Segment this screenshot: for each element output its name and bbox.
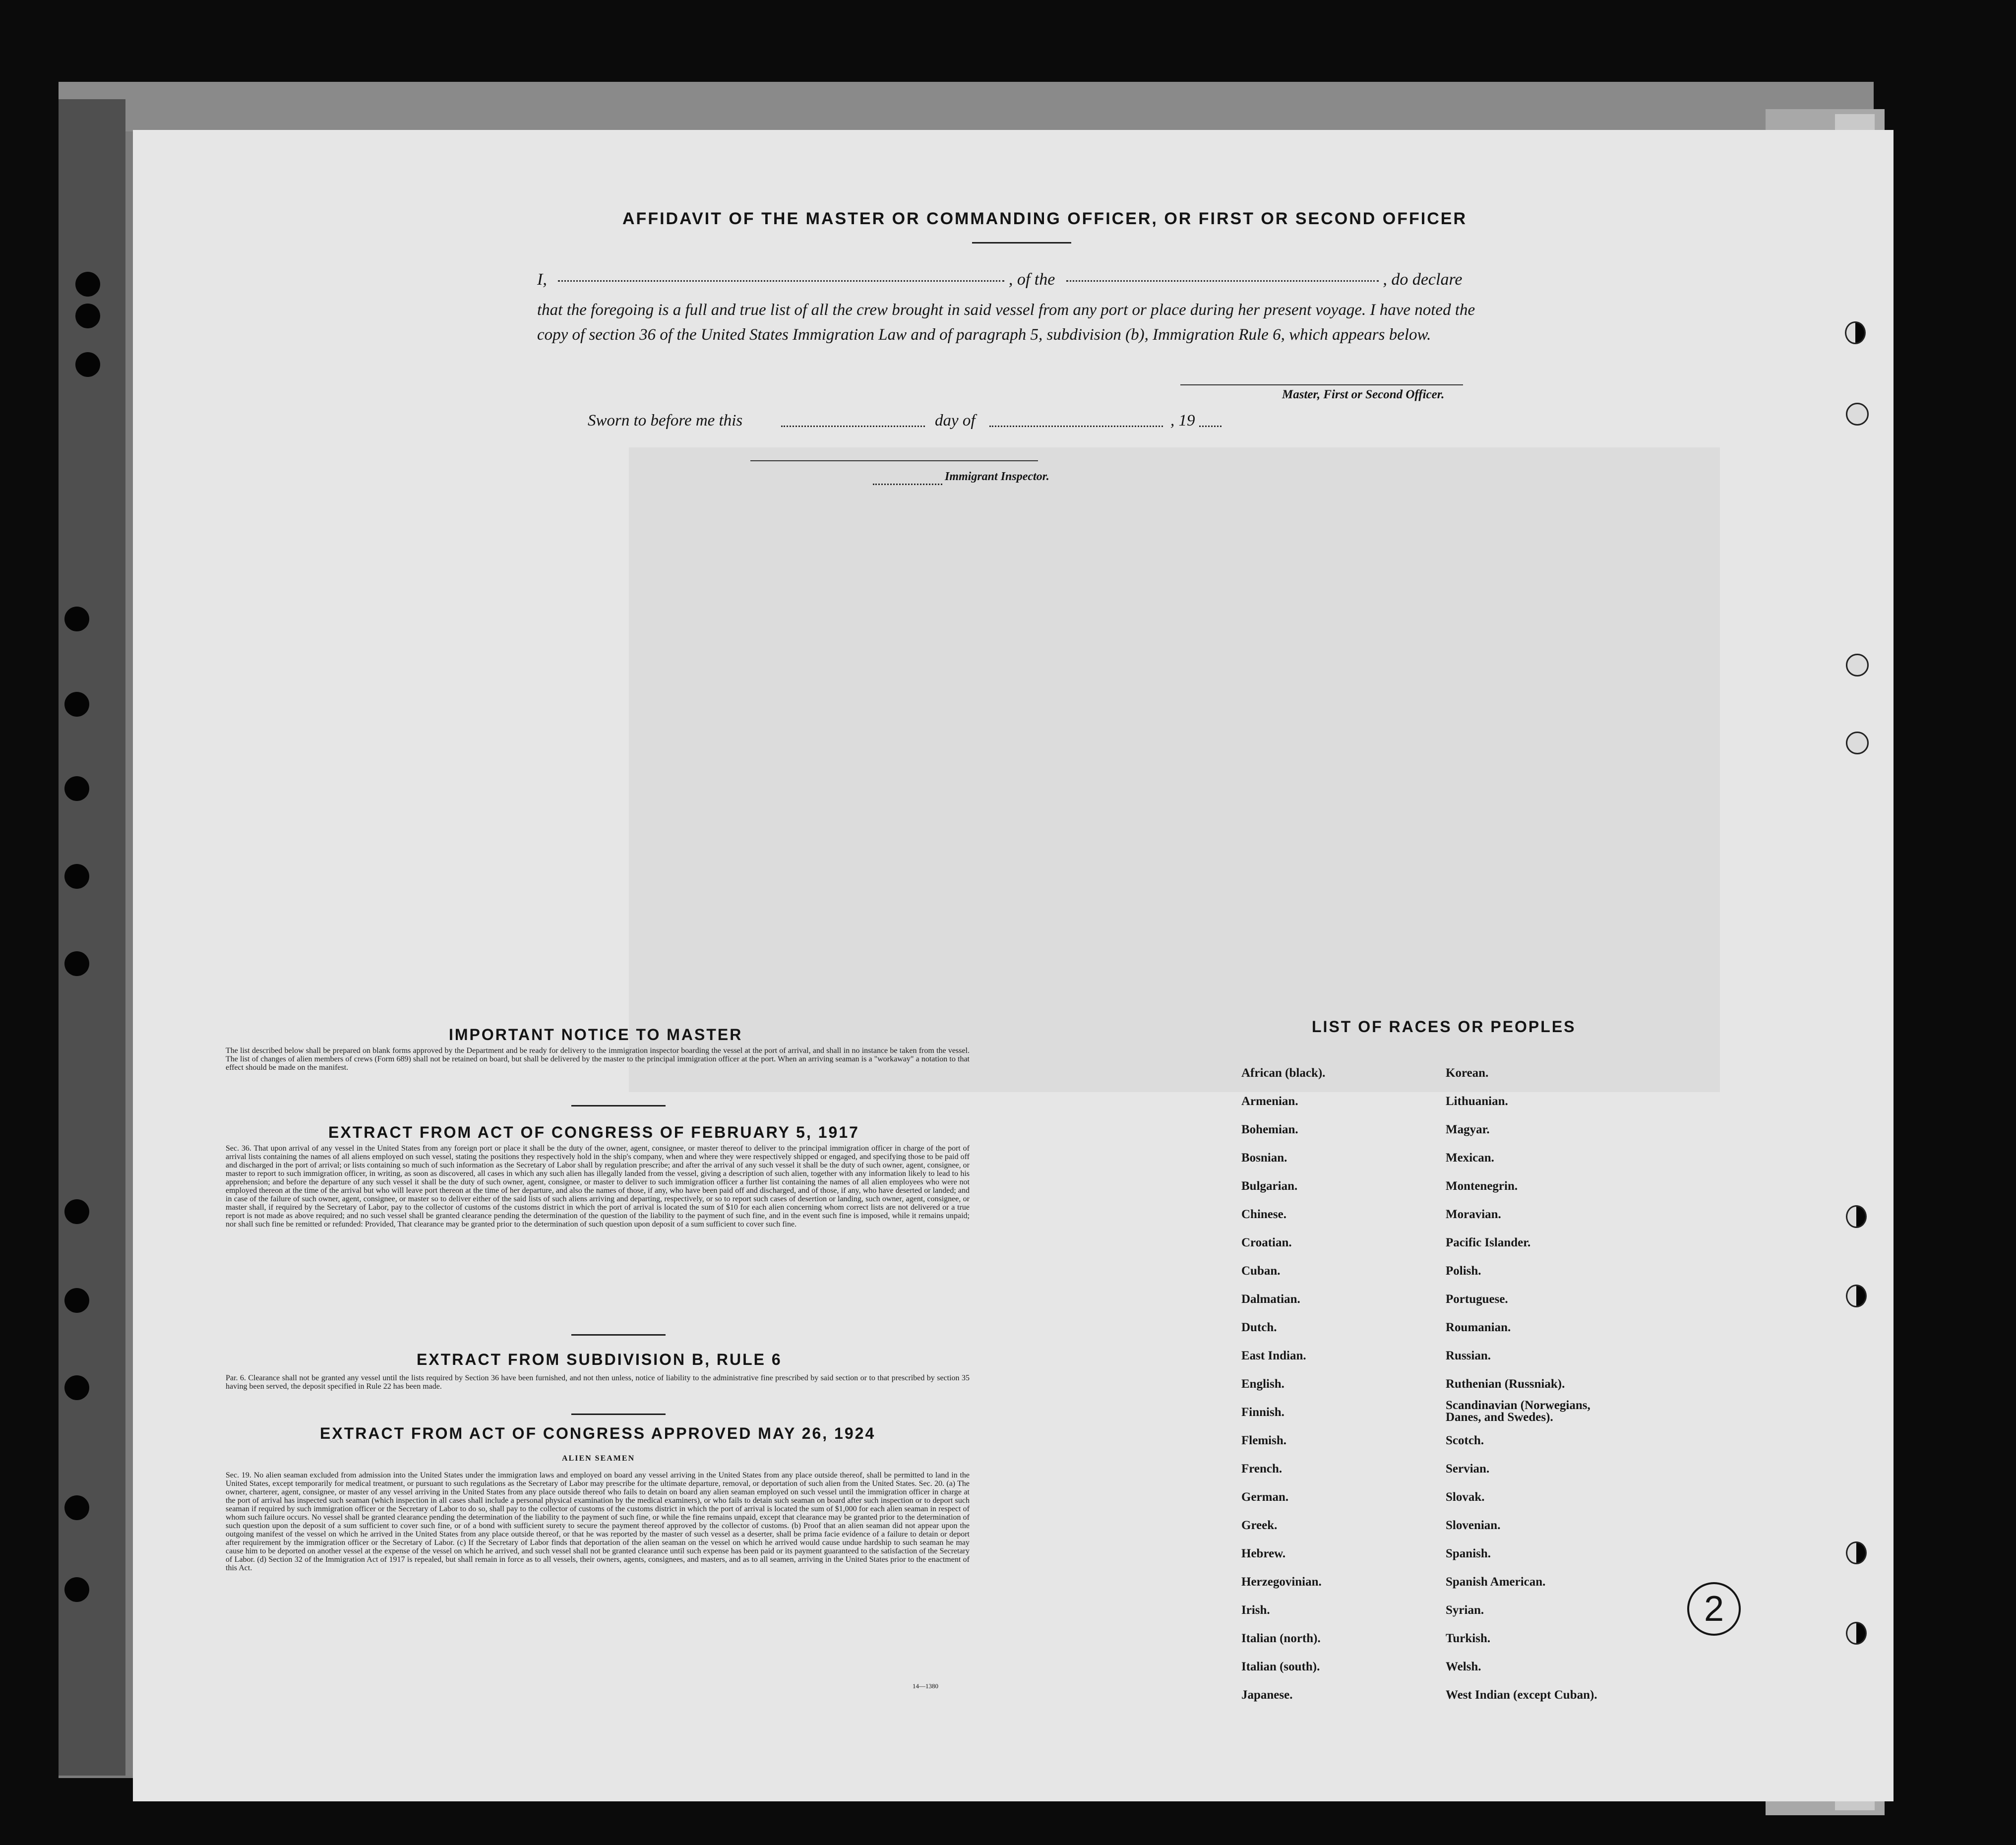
extract-1917-text: Sec. 36. That upon arrival of any vessel in the United States from any foreign port or place it shall be the duty of the owner, agent, consignee, or master thereof to deliver to the principal immigration officer in charge of the port of arrival lists containing the names of all aliens employed on such vessel, stating the positions they respectively hold in the ship's company, when and where they were respectively shipped or engaged, and specifying those to be paid off and discharged in the port of arrival; or lists containing so much of such information as the Secretary of Labor shall by regulation prescribe; and after the arrival of any such vessel it shall be the duty of such owner, agent, consignee, or master to report to such immigration officer, in writing, as soon as discovered, all cases in which any such alien has illegally landed from the vessel, giving a description of such alien, together with any information likely to lead to his apprehension; and before the departure of any such vessel it shall be the duty of such owner, agent, consignee, or master to deliver to such immigration officer a further list containing the names of all alien employees who were not employed thereon at the time of the arrival but who will leave port thereon at the time of her departure, and also the names of those, if any, who have been paid off and discharged, and of those, if any, who have deserted or landed; and in case of the failure of such owner, agent, consignee, or master so to deliver either of the said lists of such aliens arriving and departing, respectively, or so to report such cases of desertion or landing, such owner, agent, consignee, or master shall, if required by the Secretary of Labor, pay to the collector of customs of the customs district in which the port of arrival is located the sum of $10 for each alien concerning whom correct lists are not delivered or a true report is not made as above required; and no such vessel shall be granted clearance pending the determination of the question of the liability to the payment of such fine, and in the event such fine is imposed, while it remains unpaid; nor shall such fine be remitted or refunded: Provided, That clearance may be granted prior to the determination of such question upon deposit of a sum sufficient to cover such fine. bbox=[226, 1144, 970, 1229]
race-item: Scandinavian (Norwegians, Danes, and Swedes). bbox=[1446, 1399, 1590, 1424]
extract-1924-title: EXTRACT FROM ACT OF CONGRESS APPROVED MAY 26, 1924 bbox=[320, 1424, 876, 1442]
race-item: Portuguese. bbox=[1446, 1292, 1508, 1306]
extract-rule6-text: Par. 6. Clearance shall not be granted any vessel until the lists required by Section 36 have been furnished, and not then unless, notice of liability to the administrative fine prescribed by said section or to that prescribed by section 35 having been served, the deposit specified in Rule 22 has been made. bbox=[226, 1374, 970, 1391]
title-underline bbox=[972, 242, 1071, 244]
race-item: Pacific Islander. bbox=[1446, 1236, 1531, 1249]
back-sheet-top-edge bbox=[59, 82, 1874, 131]
inspector-caption: Immigrant Inspector. bbox=[945, 470, 1049, 483]
race-item: Dalmatian. bbox=[1241, 1292, 1300, 1306]
race-item: German. bbox=[1241, 1490, 1289, 1504]
master-signature-caption: Master, First or Second Officer. bbox=[1282, 388, 1445, 401]
declarant-name-field[interactable] bbox=[558, 280, 1004, 282]
race-item: Chinese. bbox=[1241, 1208, 1286, 1221]
sworn-year-field[interactable] bbox=[1199, 426, 1222, 427]
binder-hole bbox=[1846, 403, 1869, 426]
day-of-label: day of bbox=[935, 412, 976, 430]
race-item: Herzegovinian. bbox=[1241, 1575, 1322, 1589]
race-item: Italian (south). bbox=[1241, 1660, 1320, 1673]
binder-hole bbox=[75, 352, 100, 377]
race-item: Bulgarian. bbox=[1241, 1179, 1298, 1193]
race-item: Spanish American. bbox=[1446, 1575, 1546, 1589]
inspector-dots bbox=[873, 484, 942, 485]
extract-1924-text: Sec. 19. No alien seaman excluded from admission into the United States under the immigration laws and employed on board any vessel arriving in the United States from any place outside thereof, shall be permitted to land in the United States, except temporarily for medical treatment, or pursuant to such regulations as the Secretary of Labor may prescribe for the ultimate departure, removal, or deportation of such alien from the United States. Sec. 20. (a) The owner, charterer, agent, consignee, or master of any vessel arriving in the United States from any place outside thereof who fails to detain on board any alien seaman employed on such vessel until the immigration officer in charge at the port of arrival has inspected such seaman (which inspection in all cases shall include a personal physical examination by the medical examiners), or who fails to detain such seaman on board after such inspection or to deport such seaman if required by such immigration officer or the Secretary of Labor to do so, shall pay to the collector of customs of the customs district in which the port of arrival is located the sum of $1,000 for each alien seaman in respect of whom such failure occurs. No vessel shall be granted clearance pending the determination of the liability to the payment of such fine, or while the fine remains unpaid, except that clearance may be granted prior to the determination of such question upon the deposit of a sum sufficient to cover such fine, or of a bond with sufficient surety to secure the payment thereof approved by the collector of customs. (b) Proof that an alien seaman did not appear upon the outgoing manifest of the vessel on which he arrived in the United States from any place outside thereof, or that he was reported by the master of such vessel as a deserter, shall be prima facie evidence of a failure to detain or deport after requirement by the immigration officer or the Secretary of Labor. (c) If the Secretary of Labor finds that deportation of the alien seaman on the vessel on which he arrived would cause undue hardship to such seaman he may cause him to be deported on another vessel at the expense of the vessel on which he arrived, and such vessel shall not be granted clearance until such expense has been paid or its payment guaranteed to the satisfaction of the Secretary of Labor. (d) Section 32 of the Immigration Act of 1917 is repealed, but shall remain in force as to all vessels, their owners, agents, consignees, and masters, and as to all seamen, arriving in the United States prior to the enactment of this Act. bbox=[226, 1471, 970, 1572]
binder-hole bbox=[64, 864, 89, 889]
binder-hole bbox=[64, 1375, 89, 1400]
race-item: Turkish. bbox=[1446, 1632, 1491, 1645]
race-item: English. bbox=[1241, 1377, 1284, 1391]
binder-hole bbox=[1846, 1622, 1867, 1645]
year-prefix: , 19 bbox=[1170, 412, 1195, 430]
race-item: Italian (north). bbox=[1241, 1632, 1321, 1645]
vessel-name-field[interactable] bbox=[1066, 280, 1379, 282]
race-item: Slovak. bbox=[1446, 1490, 1485, 1504]
race-item: Moravian. bbox=[1446, 1208, 1501, 1221]
race-item: Syrian. bbox=[1446, 1603, 1484, 1617]
binder-hole bbox=[64, 692, 89, 717]
race-item: Irish. bbox=[1241, 1603, 1270, 1617]
binder-hole bbox=[1846, 1205, 1867, 1228]
binder-strip bbox=[59, 99, 125, 1776]
binder-hole bbox=[1846, 1285, 1867, 1307]
race-item: Russian. bbox=[1446, 1349, 1491, 1362]
race-item: East Indian. bbox=[1241, 1349, 1306, 1362]
section-divider bbox=[571, 1334, 666, 1336]
binder-hole bbox=[64, 1288, 89, 1313]
races-title: LIST OF RACES OR PEOPLES bbox=[1312, 1018, 1576, 1036]
race-item: Roumanian. bbox=[1446, 1321, 1511, 1334]
sheet-number-circle: 2 bbox=[1687, 1582, 1741, 1636]
inspector-signature-line[interactable] bbox=[750, 460, 1038, 461]
race-item: African (black). bbox=[1241, 1066, 1326, 1080]
race-item: Korean. bbox=[1446, 1066, 1489, 1080]
master-signature-line[interactable] bbox=[1180, 384, 1463, 385]
race-item: Croatian. bbox=[1241, 1236, 1292, 1249]
section-divider bbox=[571, 1105, 666, 1107]
notice-title: IMPORTANT NOTICE TO MASTER bbox=[449, 1026, 743, 1044]
form-number: 14—1380 bbox=[913, 1682, 938, 1690]
race-item: Bosnian. bbox=[1241, 1151, 1287, 1165]
race-item: Flemish. bbox=[1241, 1434, 1286, 1447]
race-item: Ruthenian (Russniak). bbox=[1446, 1377, 1565, 1391]
affidavit-body: that the foregoing is a full and true list of all the crew brought in said vessel from any port or place during her present voyage. I have noted the copy of section 36 of the United States Immigration Law and of paragraph 5, subdivision (b), Immigration Rule 6, which appears below. bbox=[537, 301, 1475, 344]
binder-hole bbox=[64, 1199, 89, 1224]
section-divider bbox=[571, 1414, 666, 1415]
binder-hole bbox=[1846, 1541, 1867, 1564]
race-item: Lithuanian. bbox=[1446, 1095, 1508, 1108]
affidavit-title: AFFIDAVIT OF THE MASTER OR COMMANDING OFFICER, OR FIRST OR SECOND OFFICER bbox=[622, 209, 1467, 228]
binder-hole bbox=[1846, 654, 1869, 676]
race-item: Japanese. bbox=[1241, 1688, 1293, 1702]
alien-seamen-subtitle: ALIEN SEAMEN bbox=[562, 1454, 635, 1463]
vessel-prefix: , of the bbox=[1008, 270, 1055, 289]
race-item: Scotch. bbox=[1446, 1434, 1484, 1447]
bleed-through-text bbox=[629, 447, 1720, 1092]
race-item: Magyar. bbox=[1446, 1123, 1490, 1136]
binder-hole bbox=[64, 607, 89, 631]
race-item: Dutch. bbox=[1241, 1321, 1277, 1334]
race-item: West Indian (except Cuban). bbox=[1446, 1688, 1597, 1702]
race-item: Spanish. bbox=[1446, 1547, 1491, 1560]
binder-hole bbox=[64, 776, 89, 801]
sworn-month-field[interactable] bbox=[989, 426, 1163, 427]
race-item: Armenian. bbox=[1241, 1095, 1298, 1108]
race-item: Greek. bbox=[1241, 1519, 1278, 1532]
race-item: Slovenian. bbox=[1446, 1519, 1501, 1532]
notice-text: The list described below shall be prepared on blank forms approved by the Department and be ready for delivery to the immigration inspector boarding the vessel at the port of arrival, and shall in no instance be taken from the vessel. The list of changes of alien members of crews (Form 689) shall not be retained on board, but shall be delivered by the master to the principal immigration officer at the port. When an arriving seaman is a "workaway" a notation to that effect should be made on the manifest. bbox=[226, 1046, 970, 1072]
race-item: Polish. bbox=[1446, 1264, 1481, 1278]
race-item: French. bbox=[1241, 1462, 1283, 1476]
sworn-label: Sworn to before me this bbox=[588, 412, 743, 430]
binder-hole bbox=[64, 1495, 89, 1520]
binder-hole bbox=[64, 1577, 89, 1602]
race-item: Servian. bbox=[1446, 1462, 1490, 1476]
race-item: Cuban. bbox=[1241, 1264, 1281, 1278]
binder-hole bbox=[1846, 732, 1869, 754]
declarant-prefix: I, bbox=[537, 270, 547, 289]
binder-hole bbox=[75, 272, 100, 297]
extract-rule6-title: EXTRACT FROM SUBDIVISION B, RULE 6 bbox=[417, 1351, 782, 1368]
race-item: Welsh. bbox=[1446, 1660, 1481, 1673]
binder-hole bbox=[1845, 321, 1866, 344]
declaration-line bbox=[537, 270, 1504, 289]
race-item: Finnish. bbox=[1241, 1406, 1284, 1419]
race-item: Hebrew. bbox=[1241, 1547, 1286, 1560]
race-item: Bohemian. bbox=[1241, 1123, 1298, 1136]
sworn-day-field[interactable] bbox=[781, 426, 925, 427]
race-item: Mexican. bbox=[1446, 1151, 1494, 1165]
declare-suffix: , do declare bbox=[1383, 270, 1463, 289]
race-item: Montenegrin. bbox=[1446, 1179, 1518, 1193]
binder-hole bbox=[64, 951, 89, 976]
extract-1917-title: EXTRACT FROM ACT OF CONGRESS OF FEBRUARY 5, 1917 bbox=[328, 1123, 859, 1141]
binder-hole bbox=[75, 304, 100, 328]
